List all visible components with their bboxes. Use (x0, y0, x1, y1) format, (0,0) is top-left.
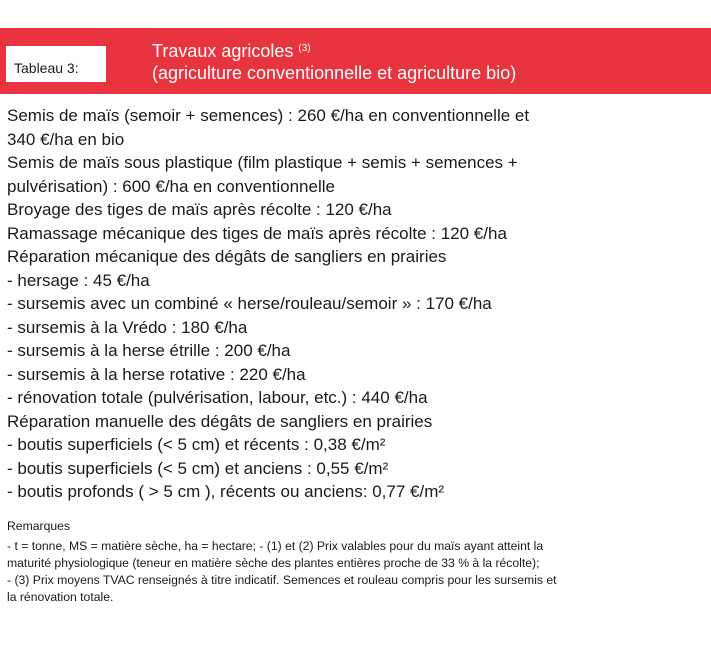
title-main: Travaux agricoles (152, 41, 294, 61)
table-title (152, 40, 516, 84)
price-line: - boutis superficiels (< 5 cm) et anciens : 0,55 €/m² (7, 458, 389, 478)
remarks-line: la rénovation totale. (7, 590, 114, 604)
table-label (6, 46, 106, 82)
title-subtitle: (agriculture conventionnelle et agriculture bio) (152, 63, 517, 83)
section-heading: Réparation manuelle des dégâts de sangliers en prairies (7, 411, 433, 431)
price-line: - rénovation totale (pulvérisation, labour, etc.) : 440 €/ha (7, 388, 428, 407)
price-line: - boutis superficiels (< 5 cm) et récents : 0,38 €/m² (7, 435, 386, 454)
price-line: - hersage : 45 €/ha (7, 270, 150, 290)
remarks-line: - (3) Prix moyens TVAC renseignés à titre indicatif. Semences et rouleau compris pour les sursemis et (7, 573, 557, 587)
price-line: - sursemis avec un combiné « herse/rouleau/semoir » : 170 €/ha (7, 294, 492, 313)
remarks-block (7, 518, 705, 606)
price-line: 340 €/ha en bio (7, 129, 125, 149)
price-line: Semis de maïs sous plastique (film plastique + semis + semences + (7, 153, 518, 172)
section-heading: Réparation mécanique des dégâts de sangliers en prairies (7, 247, 447, 266)
remarks-line: maturité physiologique (teneur en matière sèche des plantes entières proche de 33 % à la récolte); (7, 556, 540, 570)
price-list (7, 104, 707, 504)
price-line: - sursemis à la herse rotative : 220 €/ha (7, 364, 306, 384)
price-line: - sursemis à la Vrédo : 180 €/ha (7, 317, 248, 337)
price-line: - boutis profonds ( > 5 cm ), récents ou anciens: 0,77 €/m² (7, 482, 445, 501)
remarks-line: - t = tonne, MS = matière sèche, ha = hectare; - (1) et (2) Prix valables pour du maïs ayant atteint la (7, 539, 544, 553)
title-main-line (152, 40, 516, 62)
price-line: Ramassage mécanique des tiges de maïs après récolte : 120 €/ha (7, 223, 507, 243)
price-line: Semis de maïs (semoir + semences) : 260 €/ha en conventionnelle et (7, 106, 530, 125)
table-label-text: Tableau 3: (14, 60, 79, 76)
price-line: pulvérisation) : 600 €/ha en conventionnelle (7, 176, 335, 196)
price-line: - sursemis à la herse étrille : 200 €/ha (7, 341, 291, 360)
remarks-title: Remarques (7, 519, 70, 533)
title-footnote-ref: (3) (298, 43, 311, 54)
price-line: Broyage des tiges de maïs après récolte : 120 €/ha (7, 200, 392, 219)
